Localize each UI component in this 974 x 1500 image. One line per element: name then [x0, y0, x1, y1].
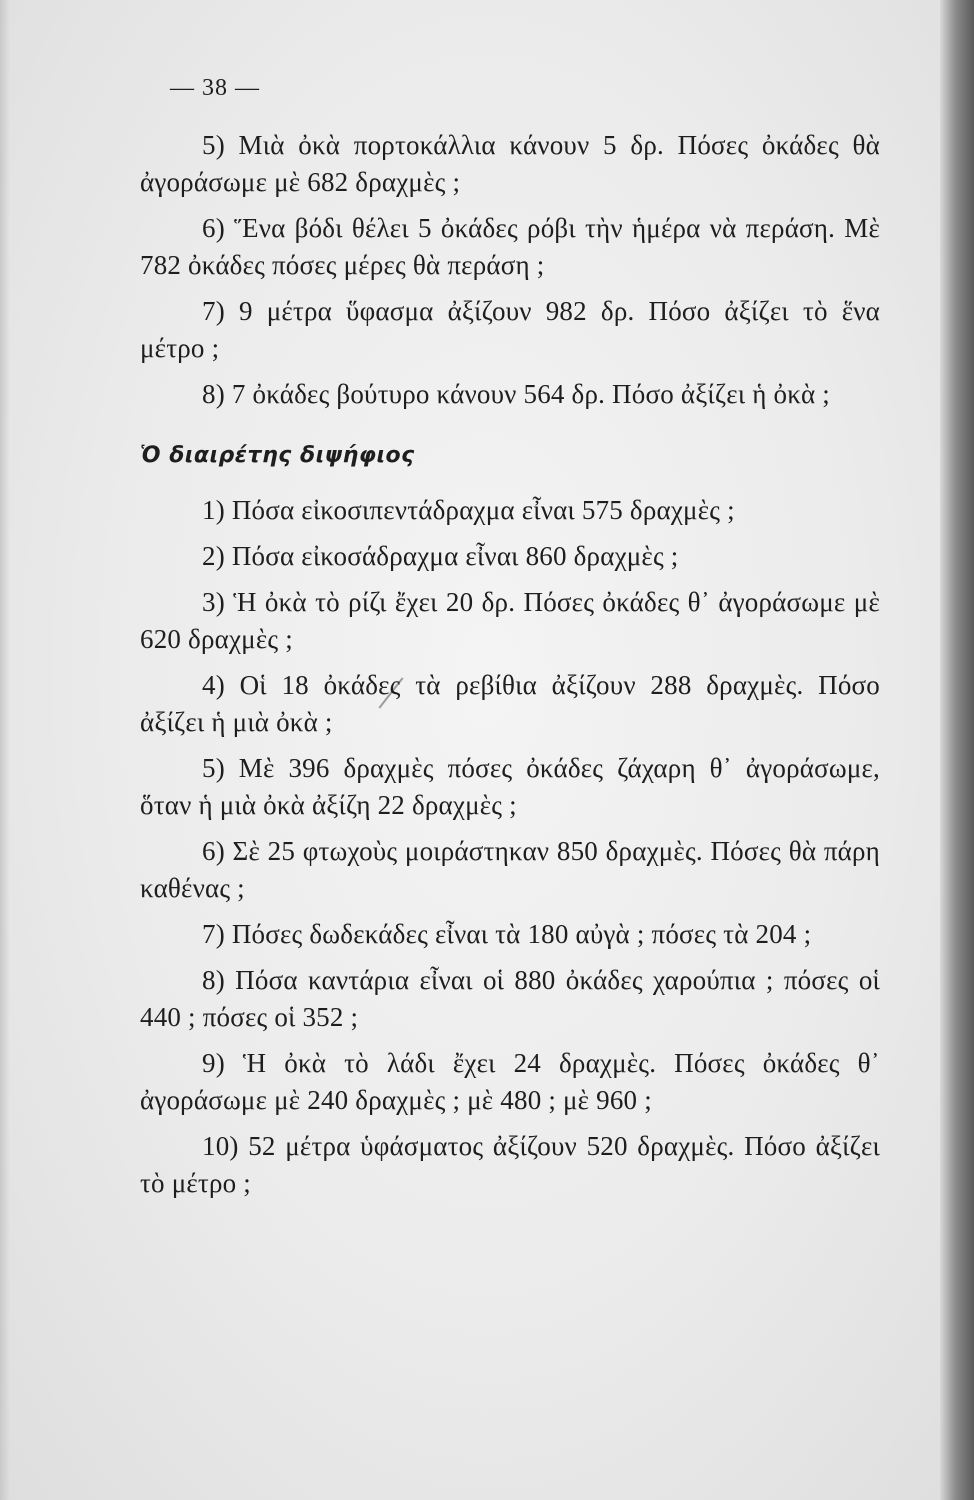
page-right-edge-shadow [940, 0, 974, 1500]
problem-2: 2) Πόσα εἰκοσάδραχμα εἶναι 860 δραχμὲς ; [202, 541, 679, 571]
problem-7: 7) Πόσες δωδεκάδες εἶναι τὰ 180 αὐγὰ ; πόσες τὰ 204 ; [202, 919, 812, 949]
problem-8: 8) Πόσα καντάρια εἶναι οἱ 880 ὀκάδες χαρούπια ; πόσες οἱ 440 ; πόσες οἱ 352 ; [140, 965, 880, 1032]
problem-9: 9) Ἡ ὀκὰ τὸ λάδι ἔχει 24 δραχμὲς. Πόσες ὀκάδες θ᾽ ἀγοράσωμε μὲ 240 δραχμὲς ; μὲ 480 ; μὲ 960 ; [140, 1048, 880, 1115]
page-text [140, 60, 880, 1211]
problem-5: 5) Μὲ 396 δραχμὲς πόσες ὀκάδες ζάχαρη θ᾽ ἀγοράσωμε, ὅταν ἡ μιὰ ὀκὰ ἀξίζη 22 δραχμὲς ; [140, 753, 880, 820]
problem-1: 1) Πόσα εἰκοσιπεντάδραχμα εἶναι 575 δραχμὲς ; [202, 495, 735, 525]
page-left-shadow [0, 0, 10, 1500]
page-number: — 38 — [170, 75, 260, 101]
problem-4: 4) Οἱ 18 ὀκάδες τὰ ρεβίθια ἀξίζουν 288 δραχμὲς. Πόσο ἀξίζει ἡ μιὰ ὀκὰ ; [140, 670, 880, 737]
section-heading: Ὁ διαιρέτης διψήφιος [140, 443, 415, 468]
problem-10: 10) 52 μέτρα ὑφάσματος ἀξίζουν 520 δραχμὲς. Πόσο ἀξίζει τὸ μέτρο ; [140, 1131, 880, 1198]
problem-top-8: 8) 7 ὀκάδες βούτυρο κάνουν 564 δρ. Πόσο ἀξίζει ἡ ὀκὰ ; [202, 379, 831, 409]
problem-6: 6) Σὲ 25 φτωχοὺς μοιράστηκαν 850 δραχμὲς. Πόσες θὰ πάρη καθένας ; [140, 836, 880, 903]
problem-top-5: 5) Μιὰ ὀκὰ πορτοκάλλια κάνουν 5 δρ. Πόσες ὀκάδες θὰ ἀγοράσωμε μὲ 682 δραχμὲς ; [140, 130, 880, 197]
problem-3: 3) Ἡ ὀκὰ τὸ ρίζι ἔχει 20 δρ. Πόσες ὀκάδες θ᾽ ἀγοράσωμε μὲ 620 δραχμὲς ; [140, 587, 880, 654]
problem-top-6: 6) Ἕνα βόδι θέλει 5 ὀκάδες ρόβι τὴν ἡμέρα νὰ περάση. Μὲ 782 ὀκάδες πόσες μέρες θὰ περάση ; [140, 213, 880, 280]
problem-top-7: 7) 9 μέτρα ὕφασμα ἀξίζουν 982 δρ. Πόσο ἀξίζει τὸ ἕνα μέτρο ; [140, 296, 880, 363]
